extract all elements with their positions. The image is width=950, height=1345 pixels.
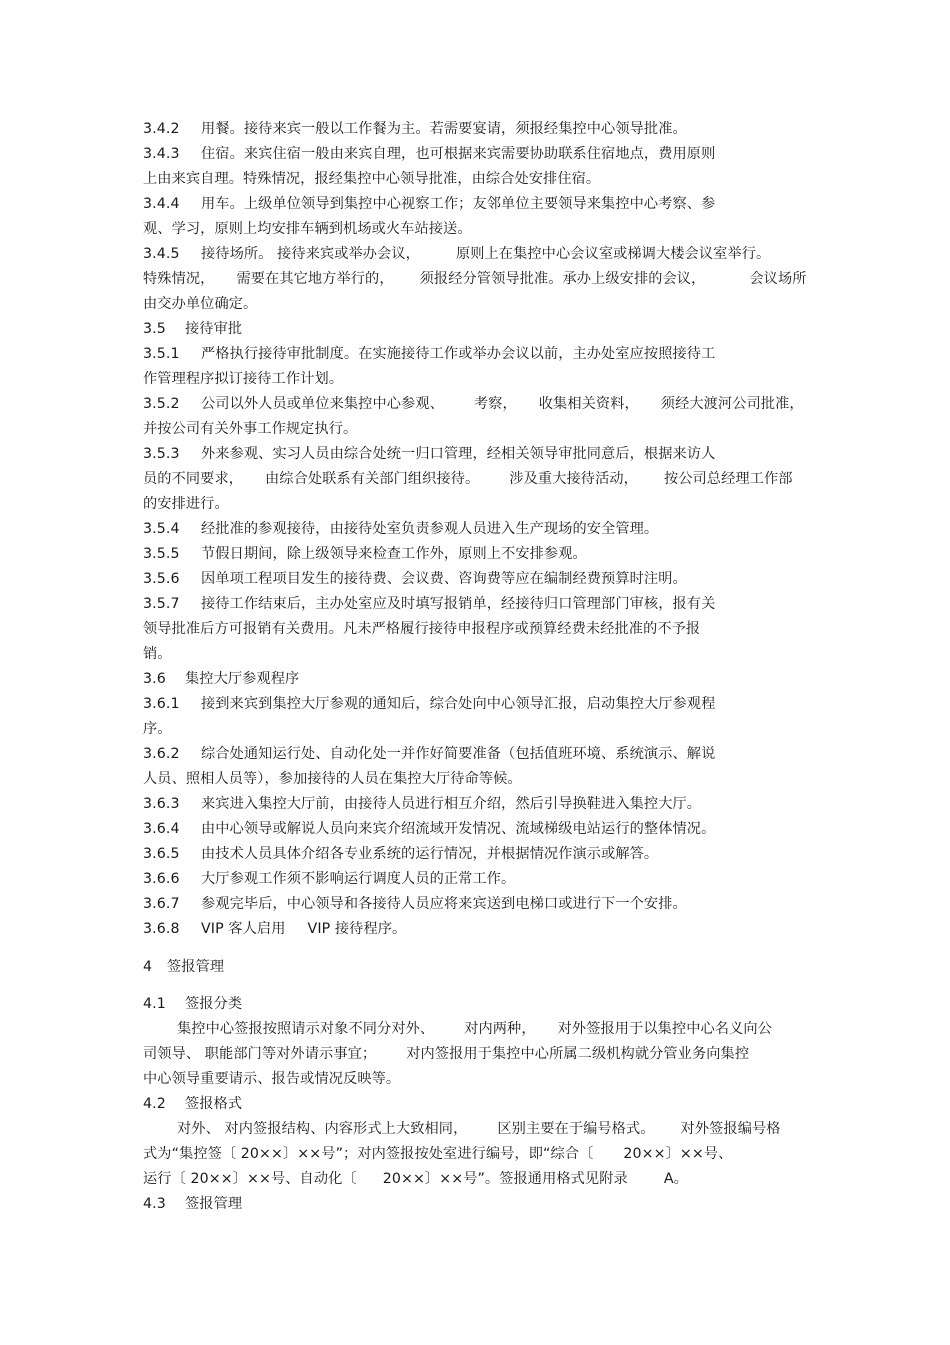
clause-text: 作管理程序拟订接待工作计划。 — [143, 371, 344, 387]
clause-text: 须报经分管领导批准。承办上级安排的会议， — [419, 271, 706, 287]
clause-3-6-4 — [143, 820, 715, 838]
clause-3-5-5 — [143, 545, 587, 563]
clause-text: 特殊情况， — [143, 271, 215, 287]
clause-number: 3.6.2 — [143, 746, 180, 762]
paragraph-text: 对内两种， — [464, 1021, 536, 1037]
clause-text: 公司以外人员或单位来集控中心参观、 — [201, 396, 444, 412]
clause-text: 参观完毕后，中心领导和各接待人员应将来宾送到电梯口或进行下一个安排。 — [201, 896, 687, 912]
paragraph-text: 20××〕××号”。签报通用格式见附录 — [382, 1171, 628, 1187]
clause-3-5-7 — [143, 595, 715, 613]
clause-text: 接待场所。 接待来宾或举办会议， — [201, 246, 420, 262]
chapter-number: 4 — [143, 959, 153, 975]
clause-number: 3.4.5 — [143, 246, 180, 262]
clause-text: 用车。上级单位领导到集控中心视察工作；友邻单位主要领导来集控中心考察、参 — [201, 196, 716, 212]
clause-text: 住宿。来宾住宿一般由来宾自理，也可根据来宾需要协助联系住宿地点，费用原则 — [201, 146, 716, 162]
paragraph-text: 对外、 对内签报结构、内容形式上大致相同， — [177, 1121, 468, 1137]
clause-text: 上由来宾自理。特殊情况，报经集控中心领导批准，由综合处安排住宿。 — [143, 171, 601, 187]
clause-text: 由综合处联系有关部门组织接待。 — [265, 471, 480, 487]
clause-3-5-2 — [143, 395, 804, 413]
clause-text: 外来参观、实习人员由综合处统一归口管理，经相关领导审批同意后，根据来访人 — [201, 446, 716, 462]
clause-number: 3.6.4 — [143, 821, 180, 837]
clause-number: 3.5.2 — [143, 396, 180, 412]
clause-3-4-4-cont — [143, 220, 472, 238]
clause-text: 原则上在集控中心会议室或梯调大楼会议室举行。 — [455, 246, 771, 262]
clause-3-6-1-cont — [143, 720, 172, 738]
clause-text: 接到来宾到集控大厅参观的通知后，综合处向中心领导汇报，启动集控大厅参观程 — [201, 696, 716, 712]
section-number: 4.2 — [143, 1096, 166, 1112]
clause-3-4-3 — [143, 145, 715, 163]
clause-3-5-1-cont — [143, 370, 343, 388]
clause-text: 由中心领导或解说人员向来宾介绍流域开发情况、流域梯级电站运行的整体情况。 — [201, 821, 716, 837]
clause-number: 3.4.2 — [143, 121, 180, 137]
section-title: 签报分类 — [185, 996, 243, 1012]
clause-3-6-5 — [143, 845, 658, 863]
clause-3-6-7 — [143, 895, 687, 913]
clause-number: 3.6.1 — [143, 696, 180, 712]
clause-3-4-5-cont2 — [143, 295, 257, 313]
clause-3-6-1 — [143, 695, 715, 713]
clause-3-6-2 — [143, 745, 715, 763]
chapter-title: 签报管理 — [167, 959, 225, 975]
clause-text: VIP 接待程序。 — [307, 921, 407, 937]
clause-text: 的安排进行。 — [143, 496, 229, 512]
clause-text: 领导批准后方可报销有关费用。凡未严格履行接待申报程序或预算经费未经批准的不予报 — [143, 621, 701, 637]
clause-number: 3.5.5 — [143, 546, 180, 562]
clause-text: 销。 — [143, 646, 172, 662]
clause-text: 需要在其它地方举行的， — [236, 271, 394, 287]
clause-number: 3.5.6 — [143, 571, 180, 587]
clause-text: 综合处通知运行处、自动化处一并作好简要准备（包括值班环境、系统演示、解说 — [201, 746, 716, 762]
clause-number: 3.5.1 — [143, 346, 180, 362]
paragraph-text: A。 — [663, 1171, 688, 1187]
clause-text: 节假日期间，除上级领导来检查工作外，原则上不安排参观。 — [201, 546, 587, 562]
clause-text: 用餐。接待来宾一般以工作餐为主。若需要宴请，须报经集控中心领导批准。 — [201, 121, 687, 137]
section-title: 集控大厅参观程序 — [185, 671, 300, 687]
clause-3-5-3 — [143, 445, 715, 463]
clause-3-5-6 — [143, 570, 687, 588]
clause-text: 来宾进入集控大厅前，由接待人员进行相互介绍，然后引导换鞋进入集控大厅。 — [201, 796, 702, 812]
paragraph-text: 中心领导重要请示、报告或情况反映等。 — [143, 1071, 401, 1087]
paragraph-text: 20××〕××号、 — [623, 1146, 733, 1162]
clause-3-5-4 — [143, 520, 658, 538]
clause-3-4-4 — [143, 195, 715, 213]
section-3-6-heading — [143, 670, 299, 688]
paragraph-4-2-line-3 — [143, 1170, 688, 1188]
paragraph-text: 对外签报用于以集控中心名义向公 — [557, 1021, 772, 1037]
paragraph-text: 司领导、 职能部门等对外请示事宜； — [143, 1046, 377, 1062]
clause-text: 人员、照相人员等），参加接待的人员在集控大厅待命等候。 — [143, 771, 522, 787]
clause-text: 须经大渡河公司批准， — [660, 396, 804, 412]
clause-3-4-2 — [143, 120, 687, 138]
clause-3-5-3-cont — [143, 470, 793, 488]
section-number: 4.3 — [143, 1196, 166, 1212]
clause-number: 3.6.5 — [143, 846, 180, 862]
clause-3-6-2-cont — [143, 770, 522, 788]
clause-text: 大厅参观工作须不影响运行调度人员的正常工作。 — [201, 871, 516, 887]
clause-number: 3.5.3 — [143, 446, 180, 462]
section-4-3-heading — [143, 1195, 242, 1213]
clause-number: 3.6.3 — [143, 796, 180, 812]
clause-text: 员的不同要求， — [143, 471, 244, 487]
clause-text: 会议场所 — [749, 271, 807, 287]
clause-text: 由技术人员具体介绍各专业系统的运行情况，并根据情况作演示或解答。 — [201, 846, 659, 862]
section-number: 3.6 — [143, 671, 166, 687]
clause-text: 序。 — [143, 721, 172, 737]
paragraph-text: 集控中心签报按照请示对象不同分对外、 — [177, 1021, 435, 1037]
paragraph-text: 区别主要在于编号格式。 — [497, 1121, 655, 1137]
section-4-2-heading — [143, 1095, 242, 1113]
clause-3-6-3 — [143, 795, 701, 813]
clause-text: 严格执行接待审批制度。在实施接待工作或举办会议以前，主办处室应按照接待工 — [201, 346, 716, 362]
clause-text: 并按公司有关外事工作规定执行。 — [143, 421, 358, 437]
clause-3-5-7-cont — [143, 620, 700, 638]
clause-number: 3.5.7 — [143, 596, 180, 612]
clause-text: 考察， — [473, 396, 517, 412]
clause-3-5-7-cont2 — [143, 645, 172, 663]
clause-number: 3.6.8 — [143, 921, 180, 937]
paragraph-text: 对外签报编号格 — [680, 1121, 781, 1137]
section-title: 接待审批 — [185, 321, 243, 337]
clause-text: 接待工作结束后，主办处室应及时填写报销单，经接待归口管理部门审核，报有关 — [201, 596, 716, 612]
clause-3-5-2-cont — [143, 420, 357, 438]
clause-text: 收集相关资料， — [538, 396, 639, 412]
clause-number: 3.4.4 — [143, 196, 180, 212]
section-4-1-heading — [143, 995, 242, 1013]
clause-text: 涉及重大接待活动， — [509, 471, 638, 487]
section-number: 3.5 — [143, 321, 166, 337]
paragraph-4-1-line-2 — [143, 1045, 749, 1063]
clause-3-5-1 — [143, 345, 715, 363]
clause-3-4-3-cont — [143, 170, 600, 188]
clause-3-6-8 — [143, 920, 406, 938]
clause-3-6-6 — [143, 870, 515, 888]
section-number: 4.1 — [143, 996, 166, 1012]
paragraph-4-2-line-1 — [143, 1120, 781, 1138]
paragraph-4-2-line-2 — [143, 1145, 732, 1163]
clause-text: VIP 客人启用 — [201, 921, 286, 937]
paragraph-4-1-line-1 — [143, 1020, 772, 1038]
paragraph-text: 对内签报用于集控中心所属二级机构就分管业务向集控 — [406, 1046, 750, 1062]
clause-3-4-5 — [143, 245, 770, 263]
paragraph-text: 式为“集控签〔 20××〕××号”；对内签报按处室进行编号，即“综合〔 — [143, 1146, 594, 1162]
paragraph-text: 运行〔 20××〕××号、自动化〔 — [143, 1171, 357, 1187]
clause-3-5-3-cont2 — [143, 495, 229, 513]
clause-text: 按公司总经理工作部 — [663, 471, 793, 487]
chapter-4-heading — [143, 958, 224, 976]
section-title: 签报管理 — [185, 1196, 243, 1212]
clause-number: 3.5.4 — [143, 521, 180, 537]
clause-number: 3.4.3 — [143, 146, 180, 162]
clause-number: 3.6.6 — [143, 871, 180, 887]
clause-number: 3.6.7 — [143, 896, 180, 912]
clause-3-4-5-cont — [143, 270, 807, 288]
clause-text: 由交办单位确定。 — [143, 296, 258, 312]
clause-text: 观、学习，原则上均安排车辆到机场或火车站接送。 — [143, 221, 472, 237]
clause-text: 经批准的参观接待，由接待处室负责参观人员进入生产现场的安全管理。 — [201, 521, 659, 537]
section-3-5-heading — [143, 320, 242, 338]
section-title: 签报格式 — [185, 1096, 243, 1112]
clause-text: 因单项工程项目发生的接待费、会议费、咨询费等应在编制经费预算时注明。 — [201, 571, 687, 587]
paragraph-4-1-line-3 — [143, 1070, 400, 1088]
